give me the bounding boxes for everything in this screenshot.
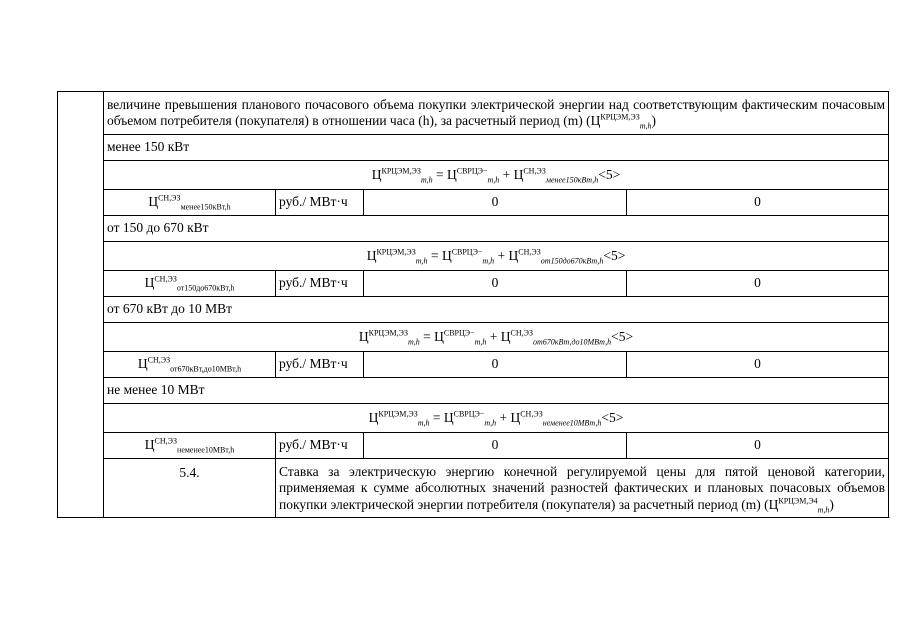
- section-prev-text-end: ): [651, 113, 656, 129]
- section-prev-text-cell: [104, 92, 889, 135]
- formula-lhs-sup: КРЦЭМ,ЭЗ: [378, 409, 418, 419]
- section-next-number: 5.4.: [104, 458, 276, 517]
- value-symbol: [104, 270, 276, 296]
- formula-t1-sub: m,h: [474, 337, 487, 347]
- section-next-text-sup: КРЦЭМ,Э4: [778, 496, 818, 506]
- formula-eq: =: [432, 409, 441, 425]
- formula-ref: <5>: [598, 166, 621, 182]
- section-prev-text-sup: КРЦЭМ,ЭЗ: [600, 112, 640, 122]
- section-next-text-end: ): [829, 496, 834, 512]
- formula-t1-sub: m,h: [487, 175, 500, 185]
- formula-t2-sub: от150до670кВт,h: [540, 256, 604, 266]
- group-value-row: [58, 189, 889, 215]
- formula-lhs-sub: m,h: [420, 175, 433, 185]
- value-unit: руб./ МВт·ч: [276, 351, 364, 377]
- value-symbol-sub: от150до670кВт,h: [176, 283, 235, 293]
- formula-t2-sub: неменее10МВт,h: [542, 418, 602, 428]
- formula-t1-sup: СВРЦЭ−: [453, 409, 485, 419]
- group-value-row: [58, 351, 889, 377]
- formula-lhs-sub: m,h: [415, 256, 428, 266]
- value-col-2: 0: [627, 270, 889, 296]
- formula-plus: +: [489, 328, 498, 344]
- group-formula-row: [58, 322, 889, 351]
- value-col-1: 0: [364, 351, 627, 377]
- group-label-row: [58, 296, 889, 322]
- group-formula-row: [58, 160, 889, 189]
- section-next-text-sub: m,h: [817, 505, 830, 515]
- value-col-2: 0: [627, 351, 889, 377]
- value-symbol-base: Ц: [137, 356, 148, 372]
- value-symbol-base: Ц: [148, 194, 159, 210]
- formula-t2-sup: СН,ЭЗ: [523, 166, 546, 176]
- formula-plus: +: [499, 409, 508, 425]
- value-col-2: 0: [627, 189, 889, 215]
- formula-lhs-sup: КРЦЭМ,ЭЗ: [381, 166, 421, 176]
- group-formula: [104, 241, 889, 270]
- formula-t2-sup: СН,ЭЗ: [510, 328, 533, 338]
- formula-t1-base: Ц: [441, 247, 452, 263]
- formula-lhs-sub: m,h: [407, 337, 420, 347]
- value-symbol-sub: от670кВт,до10МВт,h: [170, 364, 242, 374]
- formula-lhs-sup: КРЦЭМ,ЭЗ: [376, 247, 416, 257]
- group-label: не менее 10 МВт: [104, 377, 889, 403]
- section-next-text: Ставка за электрическую энергию конечной регулируемой цены для пятой ценовой категории, применяемая к сумме абсолютных значений разностей фактических и плановых почасовых объемов покупки электрической энергии потребителя (покупателя) за расчетный период (m) (Ц: [279, 463, 885, 512]
- value-col-2: 0: [627, 432, 889, 458]
- group-formula-row: [58, 403, 889, 432]
- section-prev-text-sub: m,h: [639, 122, 652, 132]
- formula-t2-base: Ц: [500, 328, 511, 344]
- section-next-row: [58, 458, 889, 517]
- value-symbol-base: Ц: [144, 275, 155, 291]
- formula-t2-sub: менее150кВт,h: [545, 175, 599, 185]
- formula-t2-sup: СН,ЭЗ: [518, 247, 541, 257]
- group-formula: [104, 160, 889, 189]
- formula-eq: =: [423, 328, 431, 344]
- value-symbol: [104, 432, 276, 458]
- section-next-text-cell: [276, 458, 889, 517]
- group-label: от 670 кВт до 10 МВт: [104, 296, 889, 322]
- formula-t2-sup: СН,ЭЗ: [520, 409, 543, 419]
- value-symbol-sub: неменее10МВт,h: [177, 445, 235, 455]
- formula-lhs-base: Ц: [371, 166, 382, 182]
- formula-t2-base: Ц: [508, 247, 519, 263]
- value-symbol-sub: менее150кВт,h: [180, 202, 231, 212]
- formula-t1-sup: СВРЦЭ−: [456, 166, 488, 176]
- formula-lhs-base: Ц: [358, 328, 369, 344]
- group-label: менее 150 кВт: [104, 134, 889, 160]
- value-symbol-sup: СН,ЭЗ: [154, 274, 177, 284]
- formula-t1-sup: СВРЦЭ−: [443, 328, 475, 338]
- formula-lhs-base: Ц: [366, 247, 377, 263]
- formula-t2-base: Ц: [513, 166, 524, 182]
- formula-eq: =: [430, 247, 439, 263]
- formula-eq: =: [435, 166, 444, 182]
- group-formula: [104, 403, 889, 432]
- section-prev-row: [58, 92, 889, 135]
- formula-t1-base: Ц: [443, 409, 454, 425]
- formula-t1-base: Ц: [434, 328, 444, 344]
- formula-t1-base: Ц: [446, 166, 457, 182]
- value-symbol-sup: СН,ЭЗ: [154, 436, 178, 446]
- value-symbol: [104, 351, 276, 377]
- group-label-row: [58, 134, 889, 160]
- group-value-row: [58, 270, 889, 296]
- group-formula: [104, 322, 889, 351]
- group-label-row: [58, 215, 889, 241]
- value-unit: руб./ МВт·ч: [276, 432, 364, 458]
- group-label-row: [58, 377, 889, 403]
- formula-t1-sub: m,h: [482, 256, 495, 266]
- formula-plus: +: [497, 247, 506, 263]
- section-prev-text: величине превышения планового почасового объема покупки электрической энергии над соответствующим фактическим почасовым объемом потребителя (покупателя) в отношении часа (h), за расчетный период (m) (Ц: [107, 97, 885, 129]
- value-symbol-sup: СН,ЭЗ: [147, 355, 171, 365]
- formula-ref: <5>: [601, 409, 624, 425]
- group-label: от 150 до 670 кВт: [104, 215, 889, 241]
- value-unit: руб./ МВт·ч: [276, 270, 364, 296]
- value-symbol: [104, 189, 276, 215]
- formula-lhs-base: Ц: [368, 409, 379, 425]
- value-unit: руб./ МВт·ч: [276, 189, 364, 215]
- value-symbol-sup: СН,ЭЗ: [158, 193, 181, 203]
- formula-t2-sub: от670кВт,до10МВт,h: [532, 337, 612, 347]
- value-col-1: 0: [364, 432, 627, 458]
- section-prev-number: [58, 92, 104, 518]
- formula-t2-base: Ц: [510, 409, 521, 425]
- formula-ref: <5>: [603, 247, 626, 263]
- value-col-1: 0: [364, 270, 627, 296]
- value-symbol-base: Ц: [144, 437, 155, 453]
- formula-t1-sup: СВРЦЭ−: [451, 247, 483, 257]
- group-value-row: [58, 432, 889, 458]
- tariff-table: [57, 91, 889, 518]
- formula-lhs-sub: m,h: [417, 418, 430, 428]
- value-col-1: 0: [364, 189, 627, 215]
- formula-plus: +: [502, 166, 511, 182]
- formula-t1-sub: m,h: [484, 418, 497, 428]
- formula-lhs-sup: КРЦЭМ,ЭЗ: [368, 328, 408, 338]
- group-formula-row: [58, 241, 889, 270]
- formula-ref: <5>: [611, 328, 634, 344]
